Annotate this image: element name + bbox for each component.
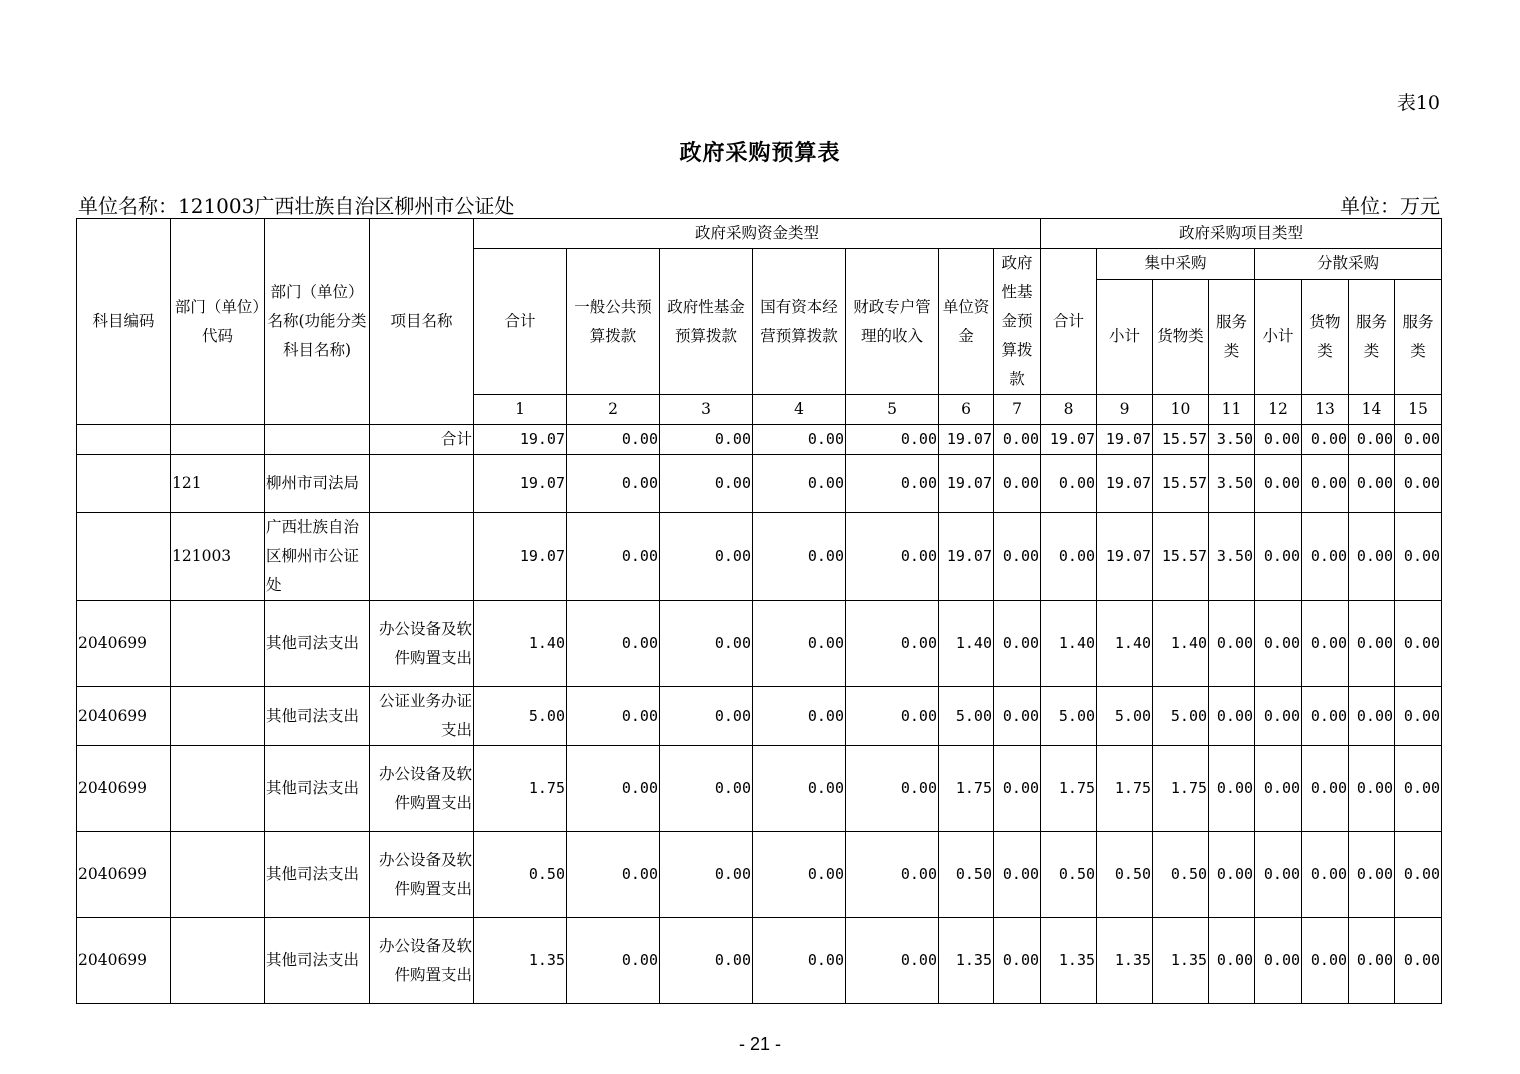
table-row <box>77 601 1442 687</box>
value-cell: 0.00 <box>1349 425 1395 455</box>
value-cell: 0.50 <box>1153 832 1209 918</box>
dept-name-cell: 其他司法支出 <box>265 918 370 1004</box>
value-cell: 0.00 <box>1349 746 1395 832</box>
value-cell: 0.00 <box>753 601 846 687</box>
header-gov-fund: 政府性基金预算拨款 <box>660 249 753 395</box>
project-name-cell: 办公设备及软件购置支出 <box>370 918 474 1004</box>
column-number: 4 <box>753 395 846 425</box>
value-cell: 1.40 <box>1153 601 1209 687</box>
value-cell: 0.00 <box>1349 918 1395 1004</box>
value-cell: 0.00 <box>1255 832 1302 918</box>
dept-name-cell: 其他司法支出 <box>265 601 370 687</box>
value-cell: 0.00 <box>846 832 939 918</box>
value-cell: 1.40 <box>939 601 994 687</box>
header-goods: 货物类 <box>1153 279 1209 394</box>
header-subtotal: 小计 <box>1097 279 1153 394</box>
value-cell: 0.00 <box>846 687 939 746</box>
value-cell: 0.00 <box>660 687 753 746</box>
dept-code-cell <box>171 425 265 455</box>
value-cell: 0.00 <box>567 513 660 601</box>
column-number: 1 <box>474 395 567 425</box>
value-cell: 1.35 <box>1097 918 1153 1004</box>
column-number: 15 <box>1395 395 1442 425</box>
subject-code-cell <box>77 513 171 601</box>
value-cell: 1.35 <box>474 918 567 1004</box>
subject-code-cell <box>77 455 171 513</box>
header-project-name: 项目名称 <box>370 219 474 425</box>
header-dept-name: 部门（单位）名称(功能分类科目名称) <box>265 219 370 425</box>
column-number: 6 <box>939 395 994 425</box>
column-number: 7 <box>994 395 1041 425</box>
header-subtotal-2: 小计 <box>1255 279 1302 394</box>
value-cell: 15.57 <box>1153 425 1209 455</box>
header-total-2: 合计 <box>1041 249 1097 395</box>
column-number: 13 <box>1302 395 1349 425</box>
value-cell: 1.75 <box>1153 746 1209 832</box>
value-cell: 0.00 <box>1255 687 1302 746</box>
value-cell: 0.00 <box>1302 746 1349 832</box>
value-cell: 19.07 <box>939 455 994 513</box>
value-cell: 0.00 <box>1302 918 1349 1004</box>
value-cell: 0.50 <box>939 832 994 918</box>
value-cell: 3.50 <box>1209 425 1255 455</box>
value-cell: 19.07 <box>1097 513 1153 601</box>
value-cell: 0.00 <box>1255 513 1302 601</box>
subject-code-cell: 2040699 <box>77 746 171 832</box>
value-cell: 0.00 <box>994 425 1041 455</box>
value-cell: 0.00 <box>846 513 939 601</box>
value-cell: 0.00 <box>753 455 846 513</box>
value-cell: 19.07 <box>474 455 567 513</box>
value-cell: 0.00 <box>567 832 660 918</box>
value-cell: 0.00 <box>994 687 1041 746</box>
value-cell: 0.00 <box>1395 601 1442 687</box>
dept-code-cell: 121 <box>171 455 265 513</box>
subject-code-cell <box>77 425 171 455</box>
table-row <box>77 455 1442 513</box>
value-cell: 0.00 <box>994 601 1041 687</box>
value-cell: 3.50 <box>1209 455 1255 513</box>
project-name-cell: 办公设备及软件购置支出 <box>370 601 474 687</box>
procurement-budget-table <box>76 218 1442 1004</box>
value-cell: 1.40 <box>1041 601 1097 687</box>
value-cell: 0.00 <box>660 832 753 918</box>
value-cell: 1.75 <box>1097 746 1153 832</box>
column-number: 3 <box>660 395 753 425</box>
subject-code-cell: 2040699 <box>77 601 171 687</box>
value-cell: 0.00 <box>1302 455 1349 513</box>
value-cell: 0.00 <box>567 918 660 1004</box>
value-cell: 5.00 <box>939 687 994 746</box>
value-cell: 0.00 <box>1349 455 1395 513</box>
header-centralized: 集中采购 <box>1097 249 1255 280</box>
value-cell: 0.00 <box>753 513 846 601</box>
project-name-cell <box>370 513 474 601</box>
value-cell: 15.57 <box>1153 455 1209 513</box>
value-cell: 0.00 <box>1302 425 1349 455</box>
header-general-budget: 一般公共预算拨款 <box>567 249 660 395</box>
value-cell: 0.00 <box>1255 425 1302 455</box>
header-service: 服务类 <box>1209 279 1255 394</box>
value-cell: 0.00 <box>567 746 660 832</box>
value-cell: 0.00 <box>567 687 660 746</box>
value-cell: 0.00 <box>753 687 846 746</box>
value-cell: 19.07 <box>939 513 994 601</box>
value-cell: 0.00 <box>1302 513 1349 601</box>
unit-label: 单位：万元 <box>1340 194 1440 218</box>
value-cell: 0.00 <box>1255 455 1302 513</box>
value-cell: 5.00 <box>1097 687 1153 746</box>
subject-code-cell: 2040699 <box>77 918 171 1004</box>
value-cell: 0.00 <box>1395 918 1442 1004</box>
value-cell: 0.00 <box>994 513 1041 601</box>
dept-name-cell: 其他司法支出 <box>265 687 370 746</box>
value-cell: 0.00 <box>1041 513 1097 601</box>
dept-code-cell <box>171 687 265 746</box>
project-name-cell <box>370 455 474 513</box>
value-cell: 0.00 <box>1302 601 1349 687</box>
dept-code-cell <box>171 746 265 832</box>
header-gov-fund-budget: 政府性基金预算拨款 <box>994 249 1041 395</box>
dept-name-cell <box>265 425 370 455</box>
value-cell: 15.57 <box>1153 513 1209 601</box>
table-row <box>77 746 1442 832</box>
project-name-cell: 办公设备及软件购置支出 <box>370 832 474 918</box>
value-cell: 0.00 <box>753 425 846 455</box>
value-cell: 0.00 <box>1302 687 1349 746</box>
value-cell: 0.00 <box>1349 687 1395 746</box>
value-cell: 19.07 <box>1097 425 1153 455</box>
value-cell: 0.00 <box>1395 832 1442 918</box>
value-cell: 0.00 <box>660 425 753 455</box>
header-special-account: 财政专户管理的收入 <box>846 249 939 395</box>
dept-code-cell <box>171 918 265 1004</box>
value-cell: 0.50 <box>1041 832 1097 918</box>
value-cell: 0.00 <box>846 601 939 687</box>
table-number: 表10 <box>1396 92 1440 114</box>
table-header <box>77 219 1442 425</box>
value-cell: 0.00 <box>753 832 846 918</box>
value-cell: 1.40 <box>474 601 567 687</box>
header-service-3: 服务类 <box>1395 279 1442 394</box>
dept-name-cell: 柳州市司法局 <box>265 455 370 513</box>
header-fund-type: 政府采购资金类型 <box>474 219 1041 249</box>
value-cell: 0.00 <box>994 832 1041 918</box>
value-cell: 19.07 <box>1041 425 1097 455</box>
value-cell: 1.35 <box>939 918 994 1004</box>
column-number: 11 <box>1209 395 1255 425</box>
value-cell: 0.00 <box>1302 832 1349 918</box>
value-cell: 0.00 <box>1395 425 1442 455</box>
value-cell: 0.00 <box>1255 601 1302 687</box>
value-cell: 0.00 <box>660 918 753 1004</box>
dept-code-cell <box>171 832 265 918</box>
value-cell: 0.00 <box>846 455 939 513</box>
value-cell: 0.00 <box>1349 601 1395 687</box>
value-cell: 0.00 <box>567 455 660 513</box>
column-number: 5 <box>846 395 939 425</box>
value-cell: 5.00 <box>474 687 567 746</box>
value-cell: 0.00 <box>994 746 1041 832</box>
value-cell: 0.00 <box>1255 746 1302 832</box>
value-cell: 0.00 <box>1209 832 1255 918</box>
dept-code-cell: 121003 <box>171 513 265 601</box>
dept-name-cell: 广西壮族自治区柳州市公证处 <box>265 513 370 601</box>
value-cell: 0.00 <box>1041 455 1097 513</box>
value-cell: 19.07 <box>474 425 567 455</box>
header-total: 合计 <box>474 249 567 395</box>
value-cell: 1.75 <box>1041 746 1097 832</box>
table-row <box>77 513 1442 601</box>
value-cell: 19.07 <box>939 425 994 455</box>
page-title: 政府采购预算表 <box>679 140 841 166</box>
column-number: 10 <box>1153 395 1209 425</box>
value-cell: 0.00 <box>1349 832 1395 918</box>
value-cell: 0.00 <box>660 746 753 832</box>
dept-name-cell: 其他司法支出 <box>265 832 370 918</box>
header-goods-2: 货物类 <box>1302 279 1349 394</box>
project-name-cell: 合计 <box>370 425 474 455</box>
column-number: 8 <box>1041 395 1097 425</box>
value-cell: 0.00 <box>994 918 1041 1004</box>
value-cell: 1.35 <box>1153 918 1209 1004</box>
subject-code-cell: 2040699 <box>77 832 171 918</box>
value-cell: 0.00 <box>753 746 846 832</box>
value-cell: 1.40 <box>1097 601 1153 687</box>
value-cell: 0.50 <box>1097 832 1153 918</box>
header-unit-fund: 单位资金 <box>939 249 994 395</box>
value-cell: 0.50 <box>474 832 567 918</box>
value-cell: 0.00 <box>660 455 753 513</box>
value-cell: 0.00 <box>1395 746 1442 832</box>
value-cell: 0.00 <box>846 746 939 832</box>
value-cell: 1.35 <box>1041 918 1097 1004</box>
value-cell: 0.00 <box>846 918 939 1004</box>
header-state-capital: 国有资本经营预算拨款 <box>753 249 846 395</box>
value-cell: 0.00 <box>846 425 939 455</box>
value-cell: 0.00 <box>1209 746 1255 832</box>
table-row <box>77 425 1442 455</box>
value-cell: 0.00 <box>660 601 753 687</box>
header-subject-code: 科目编码 <box>77 219 171 425</box>
column-number: 12 <box>1255 395 1302 425</box>
value-cell: 0.00 <box>1255 918 1302 1004</box>
table-row <box>77 687 1442 746</box>
value-cell: 0.00 <box>753 918 846 1004</box>
dept-code-cell <box>171 601 265 687</box>
value-cell: 19.07 <box>474 513 567 601</box>
project-name-cell: 办公设备及软件购置支出 <box>370 746 474 832</box>
value-cell: 0.00 <box>994 455 1041 513</box>
value-cell: 0.00 <box>1395 455 1442 513</box>
header-dept-code: 部门（单位）代码 <box>171 219 265 425</box>
table-row <box>77 832 1442 918</box>
page-number: - 21 - <box>738 1034 781 1054</box>
dept-name-cell: 其他司法支出 <box>265 746 370 832</box>
value-cell: 0.00 <box>1395 687 1442 746</box>
value-cell: 5.00 <box>1153 687 1209 746</box>
value-cell: 0.00 <box>567 601 660 687</box>
project-name-cell: 公证业务办证支出 <box>370 687 474 746</box>
value-cell: 0.00 <box>660 513 753 601</box>
column-number: 9 <box>1097 395 1153 425</box>
value-cell: 0.00 <box>1209 601 1255 687</box>
header-project-type: 政府采购项目类型 <box>1041 219 1442 249</box>
value-cell: 1.75 <box>474 746 567 832</box>
value-cell: 0.00 <box>1349 513 1395 601</box>
table-body <box>77 425 1442 1004</box>
header-dispersed: 分散采购 <box>1255 249 1442 280</box>
value-cell: 0.00 <box>1209 918 1255 1004</box>
header-service-2: 服务类 <box>1349 279 1395 394</box>
value-cell: 0.00 <box>567 425 660 455</box>
value-cell: 19.07 <box>1097 455 1153 513</box>
subject-code-cell: 2040699 <box>77 687 171 746</box>
value-cell: 0.00 <box>1395 513 1442 601</box>
value-cell: 3.50 <box>1209 513 1255 601</box>
value-cell: 1.75 <box>939 746 994 832</box>
value-cell: 0.00 <box>1209 687 1255 746</box>
unit-name-label: 单位名称：121003广西壮族自治区柳州市公证处 <box>78 194 515 218</box>
table-row <box>77 918 1442 1004</box>
column-number: 14 <box>1349 395 1395 425</box>
value-cell: 5.00 <box>1041 687 1097 746</box>
column-number: 2 <box>567 395 660 425</box>
